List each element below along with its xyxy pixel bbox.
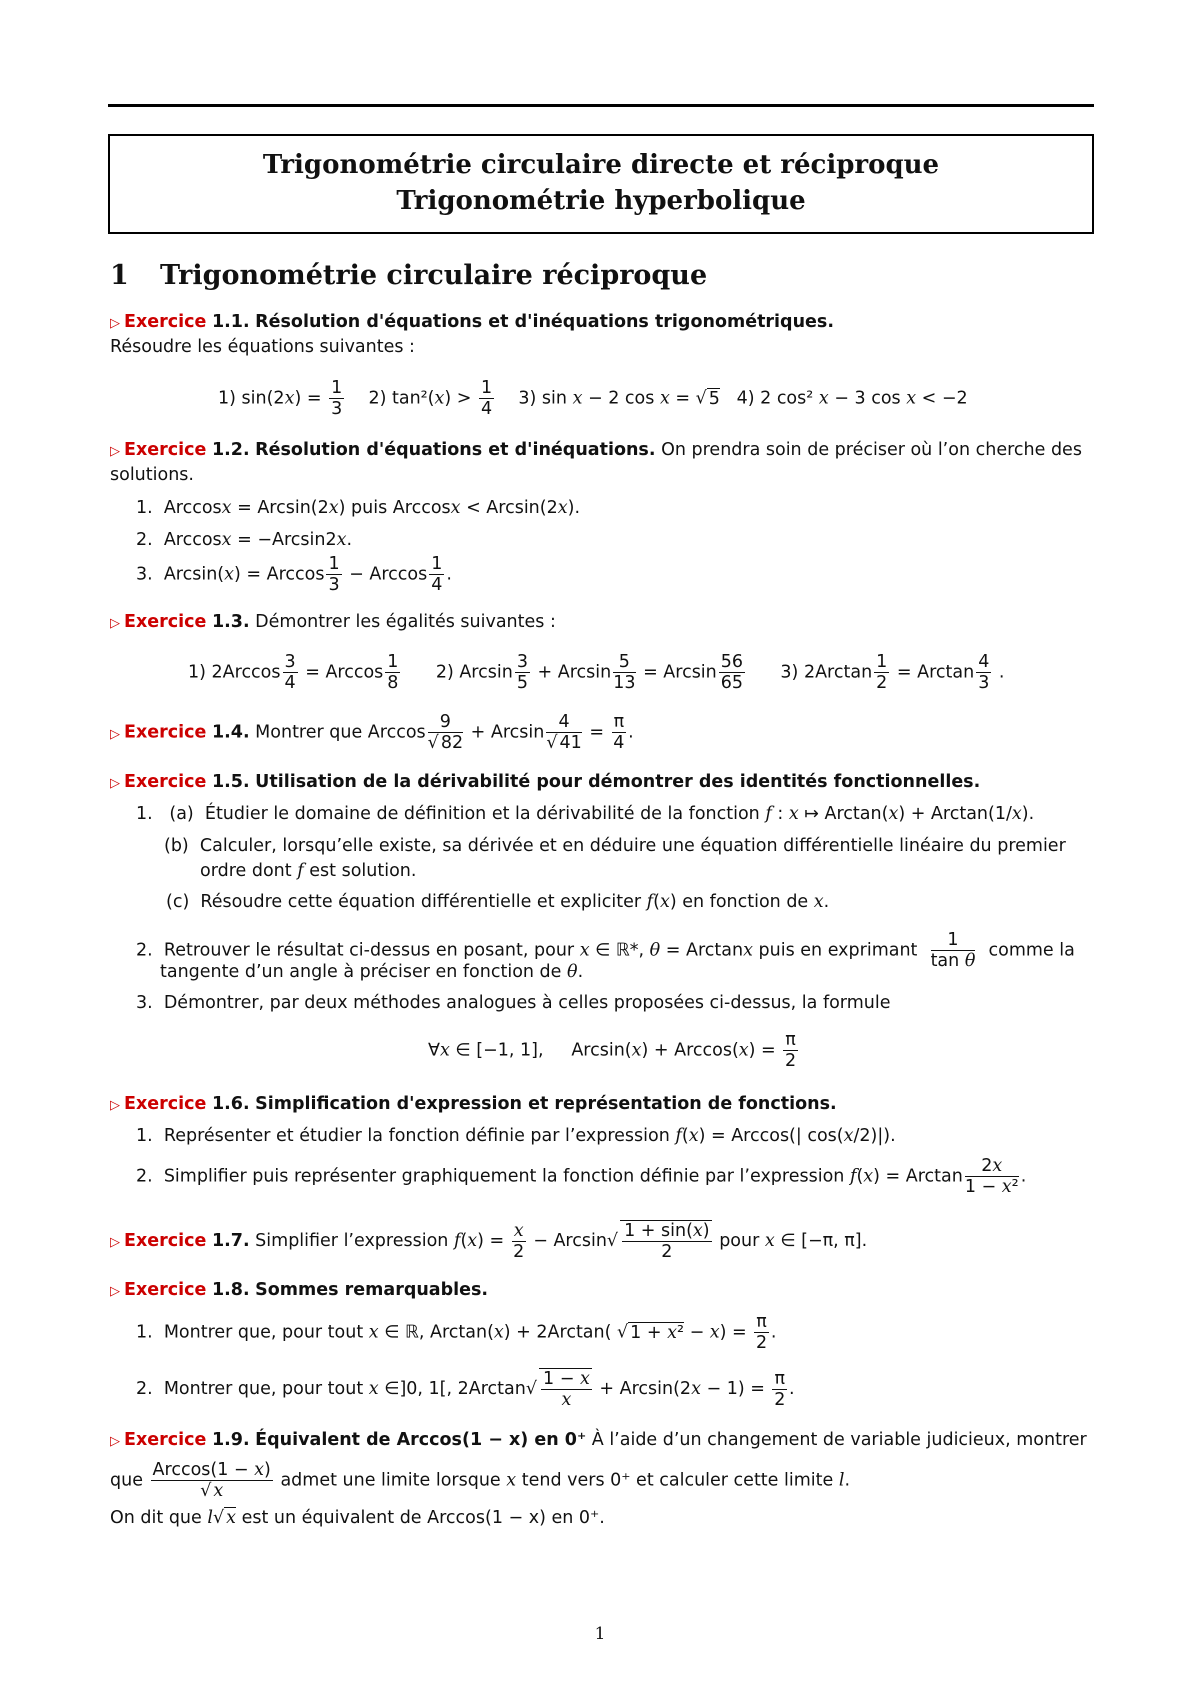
exercise-heading: Sommes remarquables. [255,1280,489,1300]
item-text: Résoudre cette équation différentielle et expliciter [200,892,642,912]
exercise-label: Exercice [124,1280,207,1300]
exercise-label: Exercice [124,1094,207,1114]
exercise-label: Exercice [124,1430,207,1450]
exercise-1-5-item-1c: (c) Résoudre cette équation différentielle et expliciter f(x) en fonction de x. [166,892,830,912]
exercise-1-6 [110,1094,837,1114]
exercise-1-3 [110,612,556,632]
item-text: tend vers 0⁺ et calculer cette limite [521,1470,834,1491]
triangle-icon: ▷ [110,776,120,791]
exercise-number: 1.9. [211,1430,250,1450]
exercise-number: 1.8. [211,1280,250,1300]
title-line-1: Trigonométrie circulaire directe et réciproque [262,150,940,180]
exercise-1-9 [110,1430,1087,1450]
exercise-1-8-item-1: 1. Montrer que, pour tout x ∈ ℝ, Arctan(x) + 2Arctan( √ 1 + x² − x) = $\frac{\pi}{2}$ . [136,1312,777,1354]
exercise-heading: Résolution d'équations et d'inéquations trigonométriques. [255,312,834,332]
exercise-1-5-item-3: 3. Démontrer, par deux méthodes analogues à celles proposées ci-dessus, la formule [136,993,891,1013]
exercise-1-5-item-1a: 1. (a) Étudier le domaine de définition et la dérivabilité de la fonction f : x ↦ Arctan(x) + Arctan(1/x). [136,804,1035,824]
exercise-text: Montrer que [255,722,363,743]
exercise-1-9-line-2: que Arccos(1 − x) √ x admet une limite lorsque x tend vers 0⁺ et calculer cette limite l. [110,1460,851,1502]
section-heading [110,260,707,291]
exercise-number: 1.2. [211,440,250,460]
top-rule [108,104,1094,107]
exercise-label: Exercice [124,612,207,632]
exercise-1-3-equalities: 1) 2Arccos $\frac{3}{4}$ = Arccos $\frac{1}{8}$ 2) Arcsin $\frac{3}{5}$ + Arcsin $\frac{5}{13}$ = Arcsin $\frac{56}{65}$ 3) 2Arctan $\frac{1}{2}$ = Arctan $\frac{4}{3}$ . [188,652,1005,694]
item-text: Retrouver le résultat ci-dessus en posant, pour [163,940,575,961]
exercise-1-8 [110,1280,488,1300]
exercise-1-5-item-1b-cont: ordre dont f est solution. [200,861,417,881]
title-box [108,134,1094,234]
item-text: pour [719,1231,760,1252]
exercise-1-8-item-2: 2. Montrer que, pour tout x ∈]0, 1[, 2Arctan√ $\frac{1 - x}{x}$ + Arcsin(2x − 1) = $\frac{\pi}{2}$ . [136,1368,795,1411]
triangle-icon: ▷ [110,1284,120,1299]
item-text: Démontrer, par deux méthodes analogues à celles proposées ci-dessus, la formule [163,993,891,1013]
exercise-label: Exercice [124,772,207,792]
exercise-number: 1.1. [211,312,250,332]
triangle-icon: ▷ [110,616,120,631]
exercise-heading: Simplification d'expression et représentation de fonctions. [255,1094,837,1114]
exercise-label: Exercice [124,1231,207,1252]
exercise-heading: Résolution d'équations et d'inéquations. [255,440,656,460]
exercise-text: On prendra soin de préciser où l’on cherche des [661,440,1082,460]
exercise-1-7: ▷ Exercice 1.7. Simplifier l’expression f(x) = $\frac{x}{2}$ − Arcsin√ $\frac{1 + \sin(x)}{2}$ pour x ∈ [−π, π]. [110,1220,868,1263]
triangle-icon: ▷ [110,1235,120,1251]
triangle-icon: ▷ [110,316,120,331]
triangle-icon: ▷ [110,726,120,742]
exercise-1-2-item-2: 2. Arccosx = −Arcsin2x. [136,530,353,550]
exercise-1-1-equations: 1) sin(2x) = $\frac{1}{3}$ 2) tan²(x) > $\frac{1}{4}$ 3) sin x − 2 cos x = √ 5 4) 2 cos² x − 3 cos x < −2 [218,378,968,420]
exercise-1-9-line-3: On dit que l√ x est un équivalent de Arccos(1 − x) en 0⁺. [110,1508,605,1528]
exercise-label: Exercice [124,312,207,332]
exercise-1-5-item-2-cont: tangente d’un angle à préciser en fonction de θ. [160,962,584,982]
item-text: est un équivalent de Arccos(1 − x) en 0⁺. [241,1508,605,1528]
exercise-label: Exercice [124,722,207,743]
exercise-number: 1.4. [211,722,250,743]
page-number: 1 [594,1624,606,1644]
item-text: en fonction de [682,892,809,912]
exercise-1-2-item-3: 3. Arcsin(x) = Arccos $\frac{1}{3}$ − Arccos $\frac{1}{4}$ . [136,554,452,596]
exercise-text: Démontrer les égalités suivantes : [255,612,556,632]
item-text: ordre dont [200,861,292,881]
exercise-1-2-item-1: 1. Arccosx = Arcsin(2x) puis Arccosx < Arcsin(2x). [136,498,581,518]
item-text: Représenter et étudier la fonction définie par l’expression [163,1126,670,1146]
exercise-1-1 [110,312,834,332]
item-text: que [110,1470,143,1491]
exercise-1-2 [110,440,1082,460]
exercise-label: Exercice [124,440,207,460]
triangle-icon: ▷ [110,1434,120,1449]
item-text: puis en exprimant [758,940,918,961]
exercise-1-6-item-2: 2. Simplifier puis représenter graphiquement la fonction définie par l’expression f(x) = Arctan $\frac{2x}{\text{1 − x²}}$ . [136,1156,1027,1198]
section-number: 1 [110,260,129,291]
item-text: À l’aide d’un changement de variable judicieux, montrer [591,1430,1087,1450]
exercise-number: 1.6. [211,1094,250,1114]
title-line-2: Trigonométrie hyperbolique [396,186,806,216]
item-text: admet une limite lorsque [280,1470,501,1491]
item-text: Simplifier puis représenter graphiquement la fonction définie par l’expression [163,1166,845,1187]
item-text: Montrer que, pour tout [163,1322,364,1343]
exercise-number: 1.7. [211,1231,250,1252]
item-text: est solution. [309,861,417,881]
item-text: Montrer que, pour tout [163,1379,364,1400]
exercise-1-5 [110,772,980,792]
exercise-1-5-item-1b: (b) Calculer, lorsqu’elle existe, sa dérivée et en déduire une équation différentielle linéaire du premier [164,836,1066,856]
triangle-icon: ▷ [110,1098,120,1113]
item-text: Étudier le domaine de définition et la dérivabilité de la fonction [204,804,760,824]
section-title: Trigonométrie circulaire réciproque [160,260,708,291]
triangle-icon: ▷ [110,444,120,459]
exercise-heading: Équivalent de Arccos(1 − x) en 0⁺ [255,1430,587,1450]
exercise-number: 1.3. [211,612,250,632]
exercise-1-6-item-1: 1. Représenter et étudier la fonction définie par l’expression f(x) = Arccos(| cos(x/2)|). [136,1126,896,1146]
item-text: tangente d’un angle à préciser en fonction de [160,962,562,982]
exercise-1-4: ▷ Exercice 1.4. Montrer que Arccos $\frac{9}{√ 82}$ + Arcsin $\frac{4}{√ 41}$ = $\frac{\pi}{4}$ . [110,712,634,754]
exercise-1-5-formula: ∀x ∈ [−1, 1], Arcsin(x) + Arccos(x) = $\frac{\pi}{2}$ [428,1030,797,1072]
exercise-1-2-text-cont: solutions. [110,465,194,485]
item-text: comme la [988,940,1075,961]
item-text: Calculer, lorsqu’elle existe, sa dérivée et en déduire une équation différentielle linéaire du premier [199,836,1066,856]
exercise-1-1-intro: Résoudre les équations suivantes : [110,337,415,357]
exercise-heading: Utilisation de la dérivabilité pour démontrer des identités fonctionnelles. [255,772,981,792]
exercise-text: Simplifier l’expression [255,1231,449,1252]
item-text: On dit que [110,1508,202,1528]
exercise-number: 1.5. [211,772,250,792]
exercise-1-5-item-2: 2. Retrouver le résultat ci-dessus en posant, pour x ∈ ℝ*, θ = Arctanx puis en exprimant $\frac{1}{\text{tan θ}}$ comme la [136,930,1075,972]
